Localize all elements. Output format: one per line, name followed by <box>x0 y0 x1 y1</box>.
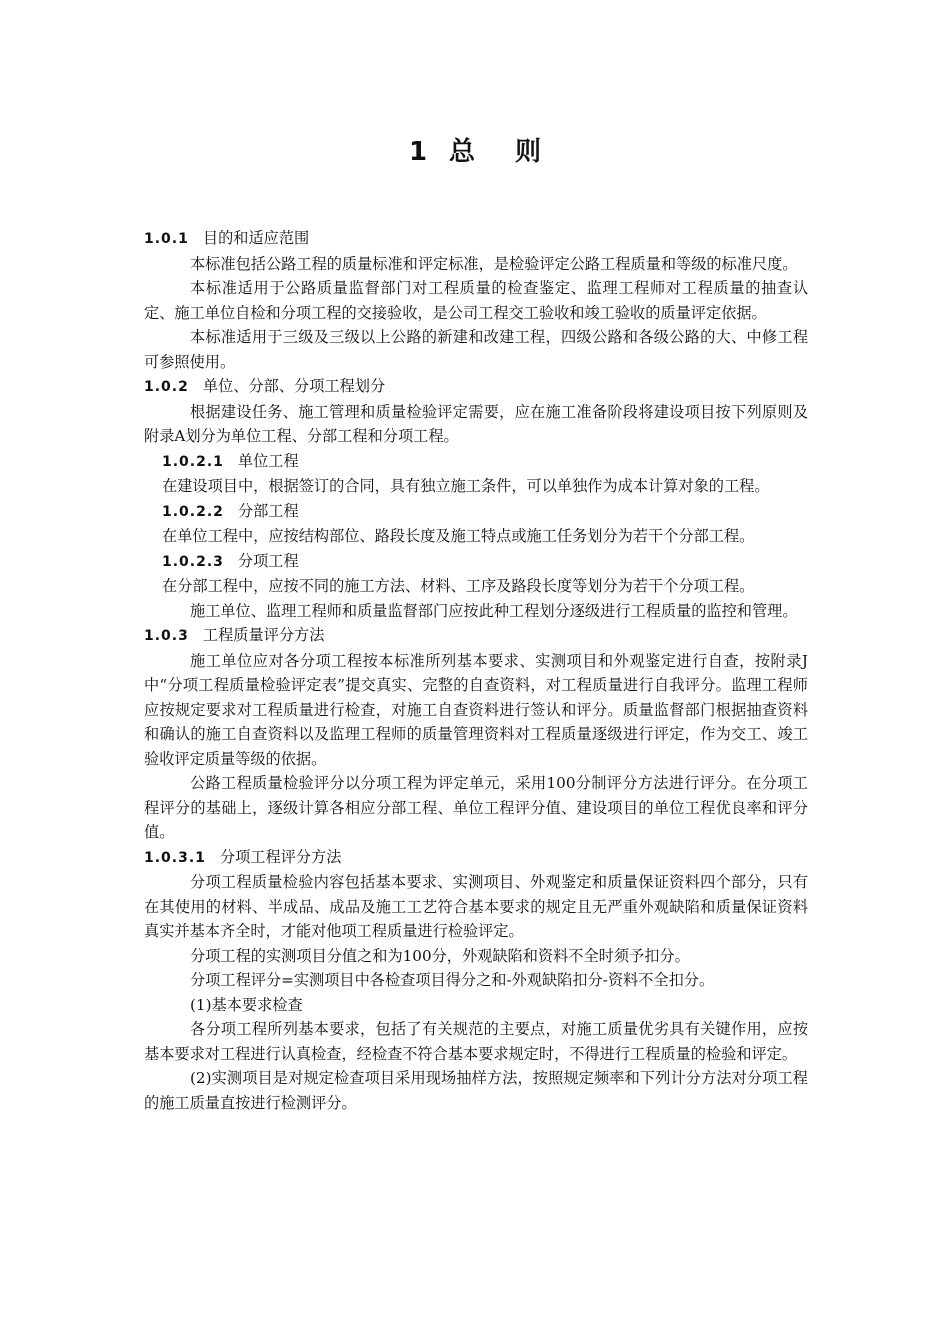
chapter-title <box>0 131 950 168</box>
section-title: 分项工程 <box>237 551 299 570</box>
document-body <box>144 226 808 1115</box>
section-number: 1.0.3 <box>144 628 189 644</box>
section-number: 1.0.3.1 <box>144 849 206 866</box>
section-heading-1-0-3 <box>144 623 808 649</box>
section-number: 1.0.2.2 <box>162 503 224 520</box>
section-title: 分项工程评分方法 <box>219 847 342 866</box>
paragraph: 本标准适用于三级及三级以上公路的新建和改建工程，四级公路和各级公路的大、中修工程可参照使用。 <box>144 328 808 371</box>
section-heading-1-0-2 <box>144 374 808 400</box>
section-title: 单位工程 <box>237 451 299 470</box>
section-title: 工程质量评分方法 <box>202 626 325 644</box>
paragraph: 公路工程质量检验评分以分项工程为评定单元，采用100分制评分方法进行评分。在分项工程评分的基础上，逐级计算各相应分部工程、单位工程评分值、建设项目的单位工程优良率和评分值。 <box>144 774 808 841</box>
paragraph: 施工单位应对各分项工程按本标准所列基本要求、实测项目和外观鉴定进行自查，按附录J中“分项工程质量检验评定表”提交真实、完整的自查资料，对工程质量进行自我评分。监理工程师应按规定要求对工程质量进行检查，对施工自查资料进行签认和评分。质量监督部门根据抽查资料和确认的施工自查资料以及监理工程师的质量管理资料对工程质量逐级进行评定，作为交工、竣工验收评定质量等级的依据。 <box>144 651 808 768</box>
section-number: 1.0.2.3 <box>162 553 224 570</box>
paragraph: 本标准适用于公路质量监督部门对工程质量的检查鉴定、监理工程师对工程质量的抽查认定、施工单位自检和分项工程的交接验收，是公司工程交工验收和竣工验收的质量评定依据。 <box>144 279 808 322</box>
section-heading-1-0-2-3 <box>144 549 808 575</box>
paragraph: 分项工程的实测项目分值之和为100分，外观缺陷和资料不全时须予扣分。 <box>190 946 690 965</box>
paragraph: 各分项工程所列基本要求，包括了有关规范的主要点，对施工质量优劣具有关键作用，应按基本要求对工程进行认真检查，经检查不符合基本要求规定时，不得进行工程质量的检验和评定。 <box>144 1020 808 1063</box>
paragraph: 在单位工程中，应按结构部位、路段长度及施工特点或施工任务划分为若干个分部工程。 <box>162 527 755 545</box>
section-title: 目的和适应范围 <box>202 229 310 247</box>
paragraph: 分项工程质量检验内容包括基本要求、实测项目、外观鉴定和质量保证资料四个部分，只有在其使用的材料、半成品、成品及施工工艺符合基本要求的规定且无严重外观缺陷和质量保证资料真实并基本齐全时，才能对他项工程质量进行检验评定。 <box>144 873 808 940</box>
section-heading-1-0-3-1 <box>144 845 808 871</box>
chapter-title-char-1: 总 <box>449 137 476 167</box>
paragraph: 在分部工程中，应按不同的施工方法、材料、工序及路段长度等划分为若干个分项工程。 <box>162 577 755 595</box>
paragraph: 在建设项目中，根据签订的合同，具有独立施工条件，可以单独作为成本计算对象的工程。 <box>162 477 770 495</box>
section-number: 1.0.1 <box>144 231 189 247</box>
section-title: 单位、分部、分项工程划分 <box>202 377 386 395</box>
chapter-number: 1 <box>408 137 428 167</box>
paragraph: (2)实测项目是对规定检查项目采用现场抽样方法，按照规定频率和下列计分方法对分项工程的施工质量直按进行检测评分。 <box>144 1069 808 1112</box>
section-title: 分部工程 <box>237 501 299 520</box>
section-heading-1-0-2-2 <box>144 499 808 525</box>
paragraph: 本标准包括公路工程的质量标准和评定标准，是检验评定公路工程质量和等级的标准尺度。 <box>190 254 798 273</box>
section-number: 1.0.2 <box>144 379 189 395</box>
section-heading-1-0-1 <box>144 226 808 252</box>
paragraph: 分项工程评分=实测项目中各检查项目得分之和-外观缺陷扣分-资料不全扣分。 <box>190 971 715 989</box>
paragraph: 施工单位、监理工程师和质量监督部门应按此种工程划分逐级进行工程质量的监控和管理。 <box>190 601 798 620</box>
section-number: 1.0.2.1 <box>162 453 224 470</box>
paragraph: 根据建设任务、施工管理和质量检验评定需要，应在施工准备阶段将建设项目按下列原则及附录A划分为单位工程、分部工程和分项工程。 <box>144 402 808 445</box>
list-item-title: (1)基本要求检查 <box>190 995 303 1014</box>
section-heading-1-0-2-1 <box>144 449 808 475</box>
chapter-title-char-2: 则 <box>515 137 542 167</box>
